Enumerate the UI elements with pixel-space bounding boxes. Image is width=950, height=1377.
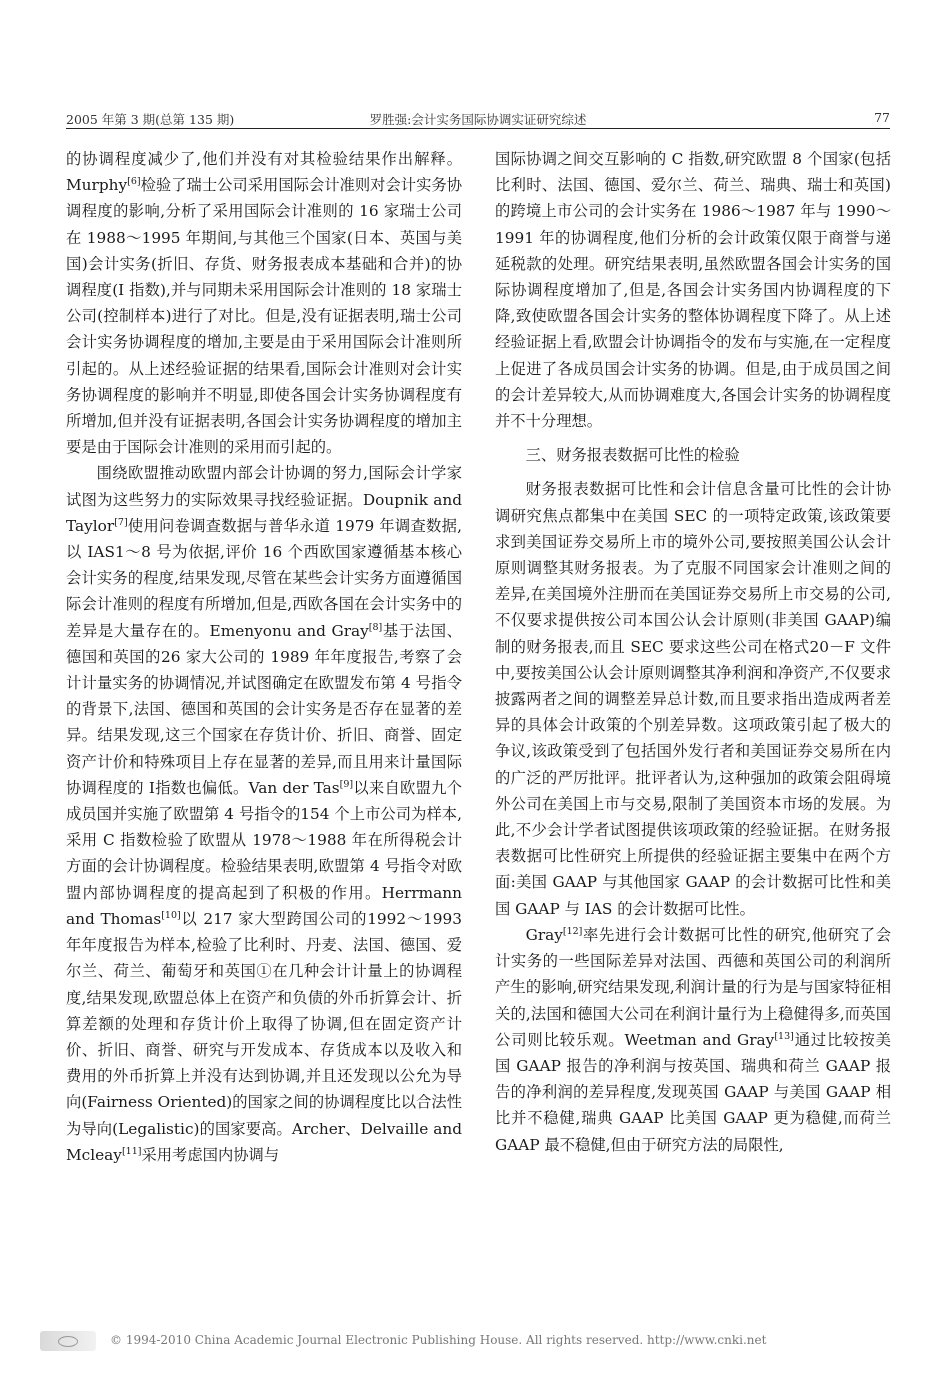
paragraph-text: 检验了瑞士公司采用国际会计准则对会计实务协调程度的影响,分析了采用国际会计准则的 16 家瑞士公司在 1988～1995 年期间,与其他三个国家(日本、英国与美国)会计实务(折旧、存货、财务报表成本基础和合并)的协调程度(I 指数),并与同期未采用国际会计准则的 18 家瑞士公司(控制样本)进行了对比。但是,没有证据表明,瑞士公司会计实务协调程度的增加,主要是由于采用国际会计准则所引起的。从上述经验证据的结果看,国际会计准则对会计实务协调程度的影响并不明显,即使各国会计实务协调程度有所增加,但并没有证据表明,各国会计实务协调程度的增加主要是由于国际会计准则的采用而引起的。 — [66, 176, 462, 457]
citation-reference: [7] — [114, 516, 128, 528]
header-rule — [66, 128, 890, 129]
body-paragraph — [66, 460, 462, 1167]
section-heading — [495, 442, 891, 468]
paragraph-text: 以 217 家大型跨国公司的1992～1993 年年度报告为样本,检验了比利时、丹麦、法国、德国、爱尔兰、荷兰、葡萄牙和英国①在几种会计计量上的协调程度,结果发现,欧盟总体上在资产和负债的外币折算会计、折算差额的处理和存货计价上取得了协调,但在固定资产计价、折旧、商誉、研究与开发成本、存货成本以及收入和费用的外币折算上并没有达到协调,并且还发现以公允为导向(Fairness Oriented)的国家之间的协调程度比以合法性为导向(Legalistic)的国家要高。Archer、Delvaille and Mcleay — [66, 909, 462, 1164]
citation-reference: [11] — [121, 1145, 142, 1157]
paragraph-text: Gray — [525, 925, 563, 944]
body-paragraph — [495, 476, 891, 921]
paragraph-text: 采用考虑国内协调与 — [141, 1145, 280, 1164]
running-header — [66, 110, 890, 128]
paragraph-text: 三、财务报表数据可比性的检验 — [525, 446, 740, 465]
body-paragraph — [66, 146, 462, 460]
left-column — [66, 146, 462, 1168]
article-running-title: 罗胜强:会计实务国际协调实证研究综述 — [369, 112, 587, 127]
body-paragraph — [495, 146, 891, 434]
paragraph-text: 的协调程度减少了,他们并没有对其检验结果作出解释。Murphy — [66, 150, 462, 195]
paragraph-text: 率先进行会计数据可比性的研究,他研究了会计实务的一些国际差异对法国、西德和英国公司的利润所产生的影响,研究结果发现,利润计量的行为是与国家特征相关的,法国和德国大公司在利润计量行为上稳健得多,而英国公司则比较乐观。Weetman and Gray — [495, 925, 891, 1049]
citation-reference: [13] — [774, 1030, 794, 1042]
paragraph-text: 基于法国、德国和英国的26 家大公司的 1989 年年度报告,考察了会计计量实务的协调情况,并试图确定在欧盟发布第 4 号指令的背景下,法国、德国和英国的会计实务是否存在显著的差异。结果发现,这三个国家在存货计价、折旧、商誉、固定资产计价和特殊项目上存在显著的差异,而且用来计量国际协调程度的 I指数也偏低。Van der Tas — [66, 621, 462, 797]
paragraph-text: 财务报表数据可比性和会计信息含量可比性的会计协调研究焦点都集中在美国 SEC 的一项特定政策,该政策要求到美国证券交易所上市的境外公司,要按照美国公认会计原则调整其财务报表。为了克服不同国家会计准则之间的差异,在美国境外注册而在美国证券交易所上市交易的公司,不仅要求提供按公司本国公认会计原则(非美国 GAAP)编制的财务报表,而且 SEC 要求这些公司在格式20－F 文件中,要按美国公认会计原则调整其净利润和净资产,不仅要求披露两者之间的调整差异总计数,而且要求指出造成两者差异的具体会计政策的个别差异数。这项政策引起了极大的争议,该政策受到了包括国外发行者和美国证券交易所在内的广泛的严厉批评。批评者认为,这种强加的政策会阻碍境外公司在美国上市与交易,限制了美国资本市场的发展。为此,不少会计学者试图提供该项政策的经验证据。在财务报表数据可比性研究上所提供的经验证据主要集中在两个方面:美国 GAAP 与其他国家 GAAP 的会计数据可比性和美国 GAAP 与 IAS 的会计数据可比性。 — [495, 480, 891, 918]
body-paragraph — [495, 922, 891, 1158]
paragraph-text: 使用问卷调查数据与普华永道 1979 年调查数据,以 IAS1～8 号为依据,评价 16 个西欧国家遵循基本核心会计实务的程度,结果发现,尽管在某些会计实务方面遵循国际会计准则的程度有所增加,但是,西欧各国在会计实务中的差异是大量存在的。Emenyonu and Gray — [66, 516, 462, 640]
citation-reference: [6] — [127, 176, 141, 188]
paragraph-text: 围绕欧盟推动欧盟内部会计协调的努力,国际会计学家试图为这些努力的实际效果寻找经验证据。Doupnik and Taylor — [66, 464, 462, 535]
journal-issue: 2005 年第 3 期(总第 135 期) — [66, 112, 235, 127]
cnki-logo-icon — [40, 1331, 96, 1351]
citation-reference: [12] — [562, 925, 583, 937]
right-column — [495, 146, 891, 1158]
page-number: 77 — [874, 110, 890, 125]
citation-reference: [9] — [339, 778, 354, 790]
paragraph-text: 通过比较按美国 GAAP 报告的净利润与按英国、瑞典和荷兰 GAAP 报告的净利润的差异程度,发现英国 GAAP 与美国 GAAP 相比并不稳健,瑞典 GAAP 比美国 GAAP 更为稳健,而荷兰 GAAP 最不稳健,但由于研究方法的局限性, — [495, 1030, 891, 1154]
paragraph-text: 以来自欧盟九个成员国并实施了欧盟第 4 号指令的154 个上市公司为样本,采用 C 指数检验了欧盟从 1978～1988 年在所得税会计方面的会计协调程度。检验结果表明,欧盟第 4 号指令对欧盟内部协调程度的提高起到了积极的作用。Herrmann and Thomas — [66, 778, 462, 928]
copyright-text: © 1994-2010 China Academic Journal Electronic Publishing House. All rights reserved. http://www.cnki.net — [110, 1333, 767, 1347]
citation-reference: [10] — [161, 909, 181, 921]
paragraph-text: 国际协调之间交互影响的 C 指数,研究欧盟 8 个国家(包括比利时、法国、德国、爱尔兰、荷兰、瑞典、瑞士和英国)的跨境上市公司的会计实务在 1986～1987 年与 1990～1991 年的协调程度,他们分析的会计政策仅限于商誉与递延税款的处理。研究结果表明,虽然欧盟各国会计实务的国际协调程度增加了,但是,各国会计实务国内协调程度的下降,致使欧盟各国会计实务的整体协调程度下降了。从上述经验证据上看,欧盟会计协调指令的发布与实施,在一定程度上促进了各成员国会计实务的协调。但是,由于成员国之间的会计差异较大,从而协调难度大,各国会计实务的协调程度并不十分理想。 — [495, 150, 891, 431]
citation-reference: [8] — [368, 621, 383, 633]
copyright-footer — [40, 1331, 920, 1351]
